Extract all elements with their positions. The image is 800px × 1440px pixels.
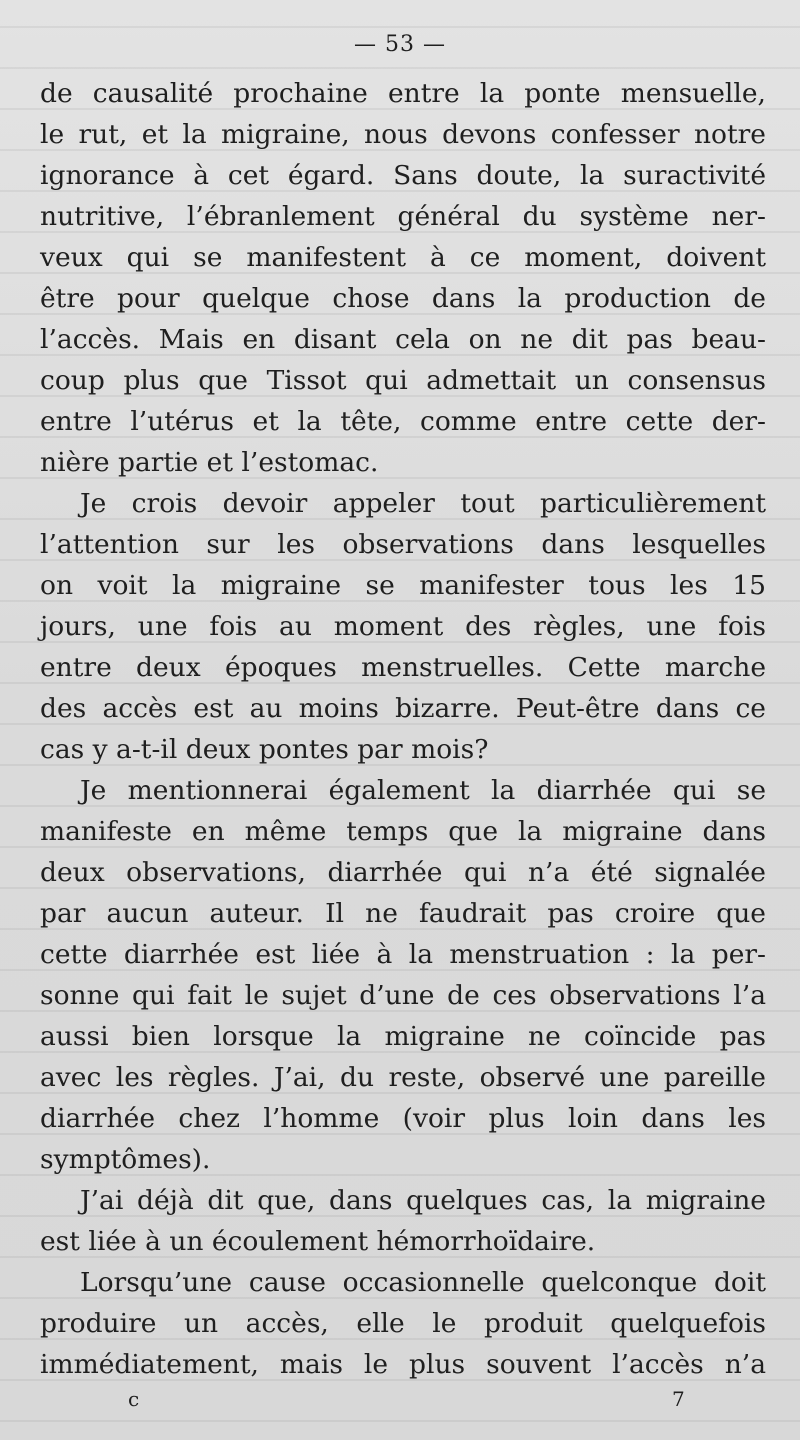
text-line: J’ai déjà dit que, dans quelques cas, la migraine bbox=[80, 1185, 766, 1216]
text-line: sonne qui fait le sujet d’une de ces observations l’a bbox=[40, 980, 766, 1011]
signature-letter: c bbox=[128, 1387, 140, 1411]
text-line: l’attention sur les observations dans lesquelles bbox=[40, 529, 766, 560]
text-line: produire un accès, elle le produit quelquefois bbox=[40, 1308, 766, 1339]
page-number: — 53 — bbox=[354, 32, 446, 57]
text-line: manifeste en même temps que la migraine dans bbox=[40, 816, 766, 847]
text-line: Lorsqu’une cause occasionnelle quelconque doit bbox=[80, 1267, 766, 1298]
text-line: avec les règles. J’ai, du reste, observé une pareille bbox=[40, 1062, 766, 1093]
paragraph-2 bbox=[40, 483, 766, 770]
text-line: par aucun auteur. Il ne faudrait pas croire que bbox=[40, 898, 766, 929]
text-line: être pour quelque chose dans la production de bbox=[40, 283, 766, 314]
text-line: aussi bien lorsque la migraine ne coïncide pas bbox=[40, 1021, 766, 1052]
paragraph-5 bbox=[40, 1262, 766, 1385]
text-line: Je mentionnerai également la diarrhée qui se bbox=[80, 775, 766, 806]
text-line: on voit la migraine se manifester tous les 15 bbox=[40, 570, 766, 601]
text-line: l’accès. Mais en disant cela on ne dit pas beau- bbox=[40, 324, 766, 355]
text-line: nutritive, l’ébranlement général du système ner- bbox=[40, 201, 766, 232]
signature-number: 7 bbox=[672, 1387, 685, 1411]
text-line: cas y a-t-il deux pontes par mois? bbox=[40, 734, 489, 765]
text-line: des accès est au moins bizarre. Peut-être dans ce bbox=[40, 693, 766, 724]
text-line: immédiatement, mais le plus souvent l’accès n’a bbox=[40, 1349, 766, 1380]
text-line: deux observations, diarrhée qui n’a été signalée bbox=[40, 857, 766, 888]
text-line: jours, une fois au moment des règles, une fois bbox=[40, 611, 766, 642]
text-line: de causalité prochaine entre la ponte mensuelle, bbox=[40, 78, 766, 109]
text-line: nière partie et l’estomac. bbox=[40, 447, 379, 478]
text-line: entre deux époques menstruelles. Cette marche bbox=[40, 652, 766, 683]
text-line: veux qui se manifestent à ce moment, doivent bbox=[40, 242, 766, 273]
paragraph-3 bbox=[40, 770, 766, 1180]
text-line: diarrhée chez l’homme (voir plus loin dans les bbox=[40, 1103, 766, 1134]
text-line: entre l’utérus et la tête, comme entre cette der- bbox=[40, 406, 766, 437]
text-line: le rut, et la migraine, nous devons confesser notre bbox=[40, 119, 766, 150]
text-line: est liée à un écoulement hémorrhoïdaire. bbox=[40, 1226, 596, 1257]
body-text bbox=[40, 73, 766, 1385]
paragraph-1 bbox=[40, 73, 766, 483]
text-line: Je crois devoir appeler tout particulièrement bbox=[80, 488, 766, 519]
text-line: cette diarrhée est liée à la menstruation : la per- bbox=[40, 939, 766, 970]
text-line: coup plus que Tissot qui admettait un consensus bbox=[40, 365, 766, 396]
paragraph-4 bbox=[40, 1180, 766, 1262]
text-line: symptômes). bbox=[40, 1144, 211, 1175]
page-footer bbox=[0, 1387, 800, 1417]
text-line: ignorance à cet égard. Sans doute, la suractivité bbox=[40, 160, 766, 191]
